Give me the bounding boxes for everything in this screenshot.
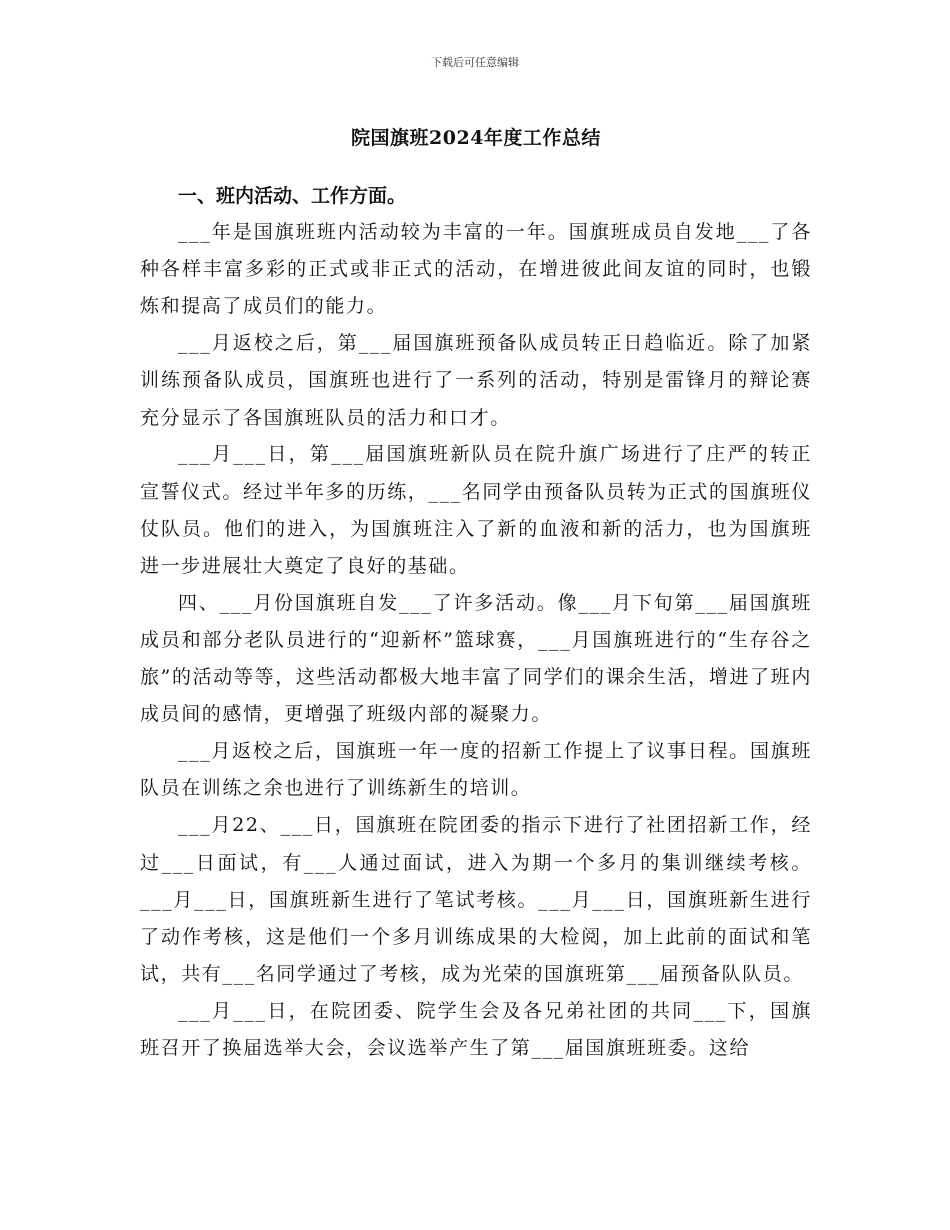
- paragraph-2: ___月返校之后，第___届国旗班预备队成员转正日趋临近。除了加紧训练预备队成员，国旗班也进行了一系列的活动，特别是雷锋月的辩论赛充分显示了各国旗班队员的活力和口才。: [140, 332, 812, 429]
- paragraph-5: ___月返校之后，国旗班一年一度的招新工作提上了议事日程。国旗班队员在训练之余也进行了训练新生的培训。: [140, 740, 812, 800]
- document-title: 院国旗班2024年度工作总结: [351, 127, 601, 149]
- paragraph-6: ___月22、___日，国旗班在院团委的指示下进行了社团招新工作，经过___日面试，有___人通过面试，进入为期一个多月的集训继续考核。___月___日，国旗班新生进行了笔试考核。___月___日，国旗班新生进行了动作考核，这是他们一个多月训练成果的大检阅，加上此前的面试和笔试，共有___名同学通过了考核，成为光荣的国旗班第___届预备队队员。: [140, 814, 812, 986]
- paragraph-3: ___月___日，第___届国旗班新队员在院升旗广场进行了庄严的转正宣誓仪式。经过半年多的历练，___名同学由预备队员转为正式的国旗班仪仗队员。他们的进入，为国旗班注入了新的血液和新的活力，也为国旗班进一步进展壮大奠定了良好的基础。: [140, 443, 812, 578]
- paragraph-7: ___月___日，在院团委、院学生会及各兄弟社团的共同___下，国旗班召开了换届选举大会，会议选举产生了第___届国旗班班委。这给: [140, 999, 812, 1060]
- paragraph-4: 四、___月份国旗班自发___了许多活动。像___月下旬第___届国旗班成员和部分老队员进行的“迎新杯”篮球赛，___月国旗班进行的“生存谷之旅”的活动等等，这些活动都极大地丰富了同学们的课余生活，增进了班内成员间的感情，更增强了班级内部的凝聚力。: [140, 591, 812, 726]
- header-note: 下载后可任意编辑: [431, 56, 519, 69]
- paragraph-1: ___年是国旗班班内活动较为丰富的一年。国旗班成员自发地___了各种各样丰富多彩的正式或非正式的活动，在增进彼此间友谊的同时，也锻炼和提高了成员们的能力。: [140, 221, 812, 318]
- section-heading: 一、班内活动、工作方面。: [178, 185, 407, 207]
- document-body: [140, 120, 812, 1067]
